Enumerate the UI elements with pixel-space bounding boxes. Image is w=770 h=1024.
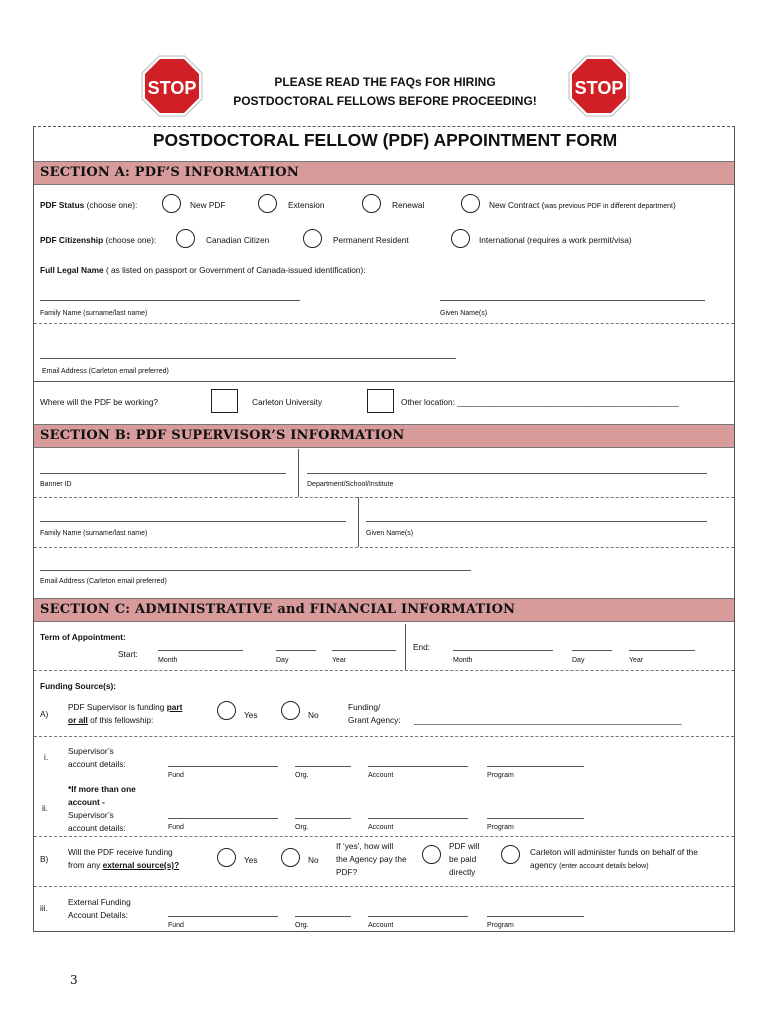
account-ii-org-caption: Org. <box>295 824 309 831</box>
start-year-caption: Year <box>332 657 347 664</box>
account-i-account-caption: Account <box>368 772 394 779</box>
page-number: 3 <box>70 973 78 987</box>
supervisor-funding-yes-label: Yes <box>244 710 258 720</box>
external-funding-no-radio[interactable] <box>281 848 300 867</box>
funding-sources-label: Funding Source(s): <box>40 681 117 691</box>
supervisor-banner-id-input[interactable] <box>40 473 286 474</box>
divider <box>34 670 734 671</box>
end-year-caption: Year <box>629 657 644 664</box>
external-program-input[interactable] <box>487 916 584 917</box>
external-account-label-2: Account Details: <box>68 910 128 920</box>
supervisor-funding-yes-radio[interactable] <box>217 701 236 720</box>
paid-directly-label-2: be paid <box>449 854 477 864</box>
section-a-header: SECTION A: PDF’S INFORMATION <box>34 161 734 185</box>
external-funding-no-label: No <box>308 855 319 865</box>
item-b-text-line2: from any external source(s)? <box>68 860 180 870</box>
roman-i: i. <box>44 752 49 762</box>
external-funding-yes-radio[interactable] <box>217 848 236 867</box>
citizenship-canadian-label: Canadian Citizen <box>206 235 270 245</box>
end-year-input[interactable] <box>629 650 695 651</box>
form-title: POSTDOCTORAL FELLOW (PDF) APPOINTMENT FORM <box>152 130 618 150</box>
work-location-label: Where will the PDF be working? <box>40 397 159 407</box>
item-a-text-line2: or all of this fellowship: <box>68 715 154 725</box>
citizenship-permanent-label: Permanent Resident <box>333 235 409 245</box>
how-paid-label-2: the Agency pay the <box>336 854 407 864</box>
status-extension-label: Extension <box>288 200 325 210</box>
status-new-contract-radio[interactable] <box>461 194 480 213</box>
pdf-given-names-input[interactable] <box>440 300 705 301</box>
external-org-caption: Org. <box>295 922 309 929</box>
carleton-administers-label-2: agency (enter account details below) <box>530 860 649 870</box>
account-i-fund-caption: Fund <box>168 772 184 779</box>
start-month-input[interactable] <box>158 650 243 651</box>
supervisor-account-ii-label-2: account details: <box>68 823 126 833</box>
item-b-letter: B) <box>40 854 49 864</box>
item-a-text-line1: PDF Supervisor is funding part <box>68 702 183 712</box>
divider <box>34 381 734 382</box>
stop-sign-left-text: STOP <box>147 78 197 98</box>
funding-agency-label-line2: Grant Agency: <box>348 715 401 725</box>
account-ii-fund-caption: Fund <box>168 824 184 831</box>
banner-id-caption: Banner ID <box>40 481 72 488</box>
roman-ii: ii. <box>42 803 48 813</box>
roman-iii: iii. <box>40 903 48 913</box>
carleton-administers-radio[interactable] <box>501 845 520 864</box>
supervisor-given-names-caption: Given Name(s) <box>366 530 414 537</box>
account-ii-account-caption: Account <box>368 824 394 831</box>
account-ii-program-input[interactable] <box>487 818 584 819</box>
carleton-administers-label-1: Carleton will administer funds on behalf of the <box>530 847 698 857</box>
supervisor-account-label-2: account details: <box>68 759 126 769</box>
paid-directly-label-1: PDF will <box>449 841 480 851</box>
status-new-pdf-label: New PDF <box>190 200 226 210</box>
end-day-caption: Day <box>572 657 585 664</box>
section-b-header: SECTION B: PDF SUPERVISOR’S INFORMATION <box>34 424 734 448</box>
more-than-one-label-1: *If more than one <box>68 784 136 794</box>
end-label: End: <box>413 642 431 652</box>
supervisor-email-caption: Email Address (Carleton email preferred) <box>40 578 167 585</box>
pdf-family-name-caption: Family Name (surname/last name) <box>40 310 148 317</box>
how-paid-label-1: If ‘yes’, how will <box>336 841 394 851</box>
external-fund-input[interactable] <box>168 916 278 917</box>
account-i-org-caption: Org. <box>295 772 309 779</box>
divider <box>34 836 734 837</box>
stop-sign-right-icon <box>568 55 630 117</box>
item-a-letter: A) <box>40 709 49 719</box>
start-day-caption: Day <box>276 657 289 664</box>
status-renewal-radio[interactable] <box>362 194 381 213</box>
notice-line-1: PLEASE READ THE FAQs FOR HIRING <box>274 75 496 89</box>
divider <box>34 886 734 887</box>
external-funding-yes-label: Yes <box>244 855 258 865</box>
supervisor-email-input[interactable] <box>40 570 471 571</box>
stop-sign-right-text: STOP <box>574 78 624 98</box>
divider <box>34 497 734 498</box>
status-renewal-label: Renewal <box>392 200 425 210</box>
divider <box>34 547 734 548</box>
citizenship-international-radio[interactable] <box>451 229 470 248</box>
pdf-status-label: PDF Status (choose one): <box>40 200 138 210</box>
funding-agency-input[interactable]: __________________________________________________________ <box>414 715 682 725</box>
citizenship-international-label: International (requires a work permit/visa) <box>479 235 632 245</box>
notice-line-2: POSTDOCTORAL FELLOWS BEFORE PROCEEDING! <box>233 94 537 108</box>
divider <box>34 323 734 324</box>
start-year-input[interactable] <box>332 650 396 651</box>
divider <box>358 497 359 547</box>
status-new-pdf-radio[interactable] <box>162 194 181 213</box>
funding-agency-label-line1: Funding/ <box>348 702 381 712</box>
supervisor-department-input[interactable] <box>307 473 707 474</box>
location-other-checkbox[interactable] <box>367 389 394 413</box>
supervisor-funding-no-radio[interactable] <box>281 701 300 720</box>
more-than-one-label-2: account - <box>68 797 105 807</box>
account-i-program-caption: Program <box>487 772 514 779</box>
form-frame <box>33 126 735 932</box>
pdf-given-names-caption: Given Name(s) <box>440 310 488 317</box>
citizenship-permanent-radio[interactable] <box>303 229 322 248</box>
external-account-label-1: External Funding <box>68 897 131 907</box>
account-i-account-input[interactable] <box>368 766 468 767</box>
how-paid-label-3: PDF? <box>336 867 358 877</box>
divider <box>405 624 406 670</box>
supervisor-family-name-input[interactable] <box>40 521 346 522</box>
external-fund-caption: Fund <box>168 922 184 929</box>
account-ii-account-input[interactable] <box>368 818 468 819</box>
faq-notice <box>225 73 545 111</box>
section-c-header: SECTION C: ADMINISTRATIVE and FINANCIAL INFORMATION <box>34 598 734 622</box>
paid-directly-label-3: directly <box>449 867 476 877</box>
supervisor-account-ii-label-1: Supervisor’s <box>68 810 114 820</box>
account-ii-program-caption: Program <box>487 824 514 831</box>
location-carleton-label: Carleton University <box>252 397 323 407</box>
term-label: Term of Appointment: <box>40 632 126 642</box>
pdf-email-input[interactable] <box>40 358 456 359</box>
end-month-input[interactable] <box>453 650 553 651</box>
account-i-org-input[interactable] <box>295 766 351 767</box>
start-label: Start: <box>118 649 138 659</box>
location-carleton-checkbox[interactable] <box>211 389 238 413</box>
location-other-label: Other location: ________________________________________________ <box>401 397 679 407</box>
account-ii-org-input[interactable] <box>295 818 351 819</box>
status-new-contract-label: New Contract (was previous PDF in different department) <box>489 200 676 210</box>
divider <box>34 736 734 737</box>
external-account-input[interactable] <box>368 916 468 917</box>
start-day-input[interactable] <box>276 650 316 651</box>
paid-directly-radio[interactable] <box>422 845 441 864</box>
department-caption: Department/School/Institute <box>307 481 394 488</box>
end-month-caption: Month <box>453 657 473 664</box>
supervisor-family-name-caption: Family Name (surname/last name) <box>40 530 148 537</box>
external-account-caption: Account <box>368 922 394 929</box>
external-program-caption: Program <box>487 922 514 929</box>
supervisor-funding-no-label: No <box>308 710 319 720</box>
account-i-program-input[interactable] <box>487 766 584 767</box>
account-ii-fund-input[interactable] <box>168 818 278 819</box>
stop-sign-left-icon <box>141 55 203 117</box>
citizenship-canadian-radio[interactable] <box>176 229 195 248</box>
external-org-input[interactable] <box>295 916 351 917</box>
account-i-fund-input[interactable] <box>168 766 278 767</box>
start-month-caption: Month <box>158 657 178 664</box>
status-extension-radio[interactable] <box>258 194 277 213</box>
pdf-citizenship-label: PDF Citizenship (choose one): <box>40 235 157 245</box>
item-b-text-line1: Will the PDF receive funding <box>68 847 173 857</box>
full-legal-name-label: Full Legal Name ( as listed on passport or Government of Canada-issued identification): <box>40 265 366 275</box>
pdf-email-caption: Email Address (Carleton email preferred) <box>42 368 169 375</box>
divider <box>298 449 299 497</box>
supervisor-given-names-input[interactable] <box>366 521 707 522</box>
supervisor-account-label-1: Supervisor’s <box>68 746 114 756</box>
end-day-input[interactable] <box>572 650 612 651</box>
pdf-family-name-input[interactable] <box>40 300 300 301</box>
